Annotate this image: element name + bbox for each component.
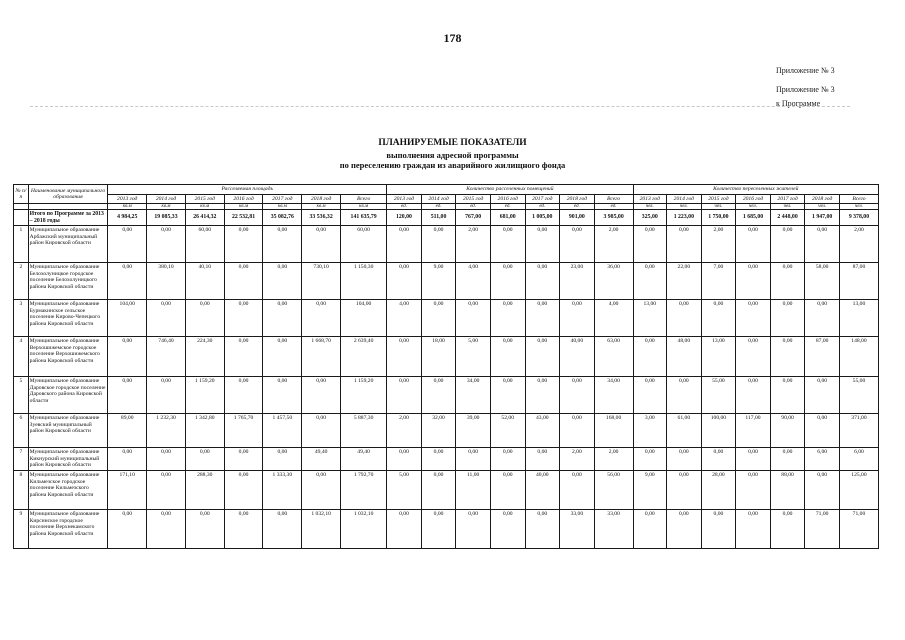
value-cell: 0,00 (147, 448, 186, 471)
row-number: 1 (14, 226, 29, 263)
value-cell: 0,00 (263, 226, 302, 263)
value-cell: 0,00 (263, 510, 302, 549)
value-cell: 4,00 (594, 300, 633, 337)
table-row (14, 414, 879, 448)
value-cell: 901,00 (560, 210, 595, 226)
value-cell: 0,00 (490, 510, 525, 549)
value-cell: 0,00 (490, 471, 525, 510)
annex-line-2: Приложение № 3 (776, 85, 835, 94)
value-cell: 0,00 (736, 300, 771, 337)
value-cell: 0,00 (736, 337, 771, 377)
value-cell: 4,00 (456, 263, 491, 300)
row-number: 7 (14, 448, 29, 471)
value-cell: 0,00 (421, 226, 456, 263)
value-cell: 28,00 (701, 471, 736, 510)
value-cell: 40,10 (185, 263, 224, 300)
year-header: 2013 год (633, 194, 667, 204)
value-cell: 0,00 (701, 300, 736, 337)
value-cell: 0,00 (147, 226, 186, 263)
value-cell: 5,00 (387, 471, 422, 510)
value-cell: 3 985,00 (594, 210, 633, 226)
value-cell: 0,00 (525, 377, 560, 414)
value-cell: 0,00 (224, 377, 263, 414)
value-cell: 22 532,81 (224, 210, 263, 226)
value-cell: 2,00 (594, 448, 633, 471)
value-cell: 117,00 (736, 414, 771, 448)
unit-cell: чел. (701, 204, 736, 210)
value-cell: 9,00 (421, 263, 456, 300)
value-cell: 0,00 (560, 226, 595, 263)
year-header: 2013 год (387, 194, 422, 204)
value-cell: 55,00 (701, 377, 736, 414)
value-cell: 0,00 (525, 448, 560, 471)
value-cell: 0,00 (456, 300, 491, 337)
value-cell: 63,00 (594, 337, 633, 377)
value-cell: 18,00 (421, 337, 456, 377)
year-header: 2017 год (770, 194, 805, 204)
value-cell: 0,00 (421, 377, 456, 414)
unit-cell: кв.м (263, 204, 302, 210)
value-cell: 0,00 (560, 300, 595, 337)
value-cell: 40,00 (560, 337, 595, 377)
year-header: 2013 год (108, 194, 147, 204)
value-cell: 23,00 (560, 263, 595, 300)
total-row (14, 210, 879, 226)
value-cell: 0,00 (633, 510, 667, 549)
value-cell: 0,00 (667, 377, 702, 414)
value-cell: 1 032,10 (341, 510, 387, 549)
value-cell: 0,00 (525, 226, 560, 263)
value-cell: 148,00 (839, 337, 878, 377)
value-cell: 0,00 (224, 471, 263, 510)
value-cell: 0,00 (667, 448, 702, 471)
value-cell: 9 378,00 (839, 210, 878, 226)
value-cell: 58,00 (805, 263, 840, 300)
value-cell: 0,00 (633, 263, 667, 300)
value-cell: 0,00 (490, 337, 525, 377)
value-cell: 0,00 (525, 337, 560, 377)
value-cell: 1 150,30 (341, 263, 387, 300)
unit-cell: ед. (421, 204, 456, 210)
value-cell: 0,00 (263, 263, 302, 300)
value-cell: 0,00 (736, 226, 771, 263)
value-cell: 0,00 (108, 510, 147, 549)
value-cell: 0,00 (525, 263, 560, 300)
year-header: 2016 год (490, 194, 525, 204)
value-cell: 125,00 (839, 471, 878, 510)
doc-title: ПЛАНИРУЕМЫЕ ПОКАЗАТЕЛИ (378, 138, 527, 148)
value-cell: 224,30 (185, 337, 224, 377)
value-cell: 48,00 (667, 337, 702, 377)
header-name: Наименование муниципального образования (28, 185, 108, 204)
value-cell: 1 032,10 (302, 510, 341, 549)
annex-line-1: Приложение № 3 (776, 66, 835, 75)
unit-cell: кв.м (185, 204, 224, 210)
value-cell: 0,00 (302, 226, 341, 263)
scan-guide-line (30, 106, 850, 107)
row-number (14, 210, 29, 226)
value-cell: 0,00 (633, 377, 667, 414)
value-cell: 0,00 (263, 300, 302, 337)
value-cell: 0,00 (490, 448, 525, 471)
value-cell: 2 639,40 (341, 337, 387, 377)
value-cell: 33,00 (560, 510, 595, 549)
value-cell: 0,00 (302, 471, 341, 510)
row-name: Муниципальное образование Зуевский муниципальный район Кировской области (28, 414, 108, 448)
value-cell: 1 342,80 (185, 414, 224, 448)
row-name: Муниципальное образование Кикнурский муниципальный район Кировской области (28, 448, 108, 471)
header-group-premises: Количество расселенных помещений (387, 185, 633, 195)
value-cell: 325,00 (633, 210, 667, 226)
value-cell: 0,00 (185, 510, 224, 549)
value-cell: 0,00 (667, 471, 702, 510)
value-cell: 5,00 (456, 337, 491, 377)
value-cell: 1 232,30 (147, 414, 186, 448)
value-cell: 171,10 (108, 471, 147, 510)
value-cell: 0,00 (224, 226, 263, 263)
unit-cell: ед. (456, 204, 491, 210)
value-cell: 0,00 (736, 471, 771, 510)
row-name: Муниципальное образование Верхошижемское городское поселение Верхошижемского района Кировской области (28, 337, 108, 377)
value-cell: 3,00 (633, 414, 667, 448)
value-cell: 89,00 (108, 414, 147, 448)
year-header: 2016 год (736, 194, 771, 204)
value-cell: 2 448,00 (770, 210, 805, 226)
value-cell: 0,00 (770, 337, 805, 377)
row-number: 4 (14, 337, 29, 377)
doc-subtitle-1: выполнения адресной программы (386, 150, 519, 160)
value-cell: 2,00 (387, 414, 422, 448)
value-cell: 0,00 (701, 510, 736, 549)
value-cell: 0,00 (770, 226, 805, 263)
unit-cell: ед. (387, 204, 422, 210)
value-cell: 1 159,20 (341, 377, 387, 414)
value-cell: 0,00 (302, 377, 341, 414)
value-cell: 0,00 (736, 448, 771, 471)
value-cell: 39,00 (456, 414, 491, 448)
value-cell: 87,00 (839, 263, 878, 300)
row-number: 9 (14, 510, 29, 549)
value-cell: 5 887,30 (341, 414, 387, 448)
value-cell: 0,00 (805, 377, 840, 414)
value-cell: 0,00 (560, 471, 595, 510)
value-cell: 1 750,00 (701, 210, 736, 226)
value-cell: 1 005,00 (525, 210, 560, 226)
value-cell: 0,00 (701, 448, 736, 471)
unit-cell: чел. (736, 204, 771, 210)
value-cell: 0,00 (147, 510, 186, 549)
value-cell: 0,00 (224, 300, 263, 337)
year-header: Всего (839, 194, 878, 204)
value-cell: 104,00 (341, 300, 387, 337)
value-cell: 6,00 (805, 448, 840, 471)
value-cell: 4 984,25 (108, 210, 147, 226)
value-cell: 40,00 (525, 471, 560, 510)
year-header: 2015 год (701, 194, 736, 204)
table-row (14, 226, 879, 263)
row-name: Муниципальное образование Кильмезское городское поселение Кильмезского района Кировской области (28, 471, 108, 510)
row-number: 8 (14, 471, 29, 510)
value-cell: 0,00 (224, 510, 263, 549)
value-cell: 49,40 (341, 448, 387, 471)
value-cell: 0,00 (185, 300, 224, 337)
value-cell: 0,00 (302, 414, 341, 448)
value-cell: 2,00 (839, 226, 878, 263)
unit-cell: ед. (525, 204, 560, 210)
value-cell: 2,00 (456, 226, 491, 263)
value-cell: 0,00 (456, 510, 491, 549)
value-cell: 104,00 (108, 300, 147, 337)
value-cell: 33 536,32 (302, 210, 341, 226)
year-header: 2014 год (147, 194, 186, 204)
table-row (14, 448, 879, 471)
header-group-area: Расселяемая площадь (108, 185, 387, 195)
doc-subtitle-2: по переселению граждан из аварийного жилищного фонда (339, 160, 566, 170)
value-cell: 0,00 (736, 263, 771, 300)
value-cell: 0,00 (108, 263, 147, 300)
table-row (14, 377, 879, 414)
row-name: Муниципальное образование Кирсинское городское поселение Верхнекамского района Кировской области (28, 510, 108, 549)
value-cell: 52,00 (490, 414, 525, 448)
value-cell: 26 414,32 (185, 210, 224, 226)
unit-cell: кв.м (302, 204, 341, 210)
value-cell: 0,00 (490, 226, 525, 263)
row-number: 5 (14, 377, 29, 414)
value-cell: 2,00 (701, 226, 736, 263)
unit-cell: чел. (839, 204, 878, 210)
value-cell: 0,00 (805, 226, 840, 263)
value-cell: 681,00 (490, 210, 525, 226)
year-header: 2014 год (667, 194, 702, 204)
value-cell: 0,00 (421, 448, 456, 471)
value-cell: 0,00 (560, 414, 595, 448)
row-name: Муниципальное образование Арбажский муниципальный район Кировской области (28, 226, 108, 263)
annex-line-3: к Программе (776, 99, 821, 108)
value-cell: 61,00 (667, 414, 702, 448)
value-cell: 0,00 (263, 337, 302, 377)
value-cell: 0,00 (147, 471, 186, 510)
row-name: Муниципальное образование Белохолуницкое городское поселение Белохолуницкого района Кировской области (28, 263, 108, 300)
year-header: 2015 год (456, 194, 491, 204)
value-cell: 0,00 (185, 448, 224, 471)
year-header: 2018 год (805, 194, 840, 204)
year-header: 2016 год (224, 194, 263, 204)
value-cell: 90,00 (770, 414, 805, 448)
value-cell: 36,00 (594, 263, 633, 300)
value-cell: 0,00 (387, 263, 422, 300)
value-cell: 1 333,30 (263, 471, 302, 510)
value-cell: 0,00 (387, 377, 422, 414)
unit-cell: чел. (770, 204, 805, 210)
value-cell: 1 792,70 (341, 471, 387, 510)
value-cell: 0,00 (805, 414, 840, 448)
page-number: 178 (443, 31, 462, 45)
value-cell: 0,00 (387, 448, 422, 471)
value-cell: 0,00 (770, 263, 805, 300)
year-header: 2017 год (525, 194, 560, 204)
table-row (14, 337, 879, 377)
value-cell: 33,00 (594, 510, 633, 549)
value-cell: 71,00 (839, 510, 878, 549)
value-cell: 1 159,20 (185, 377, 224, 414)
value-cell: 0,00 (770, 300, 805, 337)
value-cell: 34,00 (456, 377, 491, 414)
value-cell: 2,00 (560, 448, 595, 471)
value-cell: 0,00 (490, 263, 525, 300)
row-name: Муниципальное образование Даровское городское поселение Даровского района Кировской области (28, 377, 108, 414)
value-cell: 43,00 (525, 414, 560, 448)
value-cell: 49,40 (302, 448, 341, 471)
value-cell: 1 685,00 (736, 210, 771, 226)
unit-cell: кв.м (341, 204, 387, 210)
header-group-people: Количество переселенных жителей (633, 185, 878, 195)
value-cell: 0,00 (770, 448, 805, 471)
value-cell: 9,00 (633, 471, 667, 510)
value-cell: 6,00 (839, 448, 878, 471)
value-cell: 0,00 (147, 300, 186, 337)
value-cell: 0,00 (224, 263, 263, 300)
value-cell: 0,00 (633, 448, 667, 471)
value-cell: 0,00 (263, 448, 302, 471)
value-cell: 288,30 (185, 471, 224, 510)
value-cell: 0,00 (770, 510, 805, 549)
value-cell: 0,00 (736, 510, 771, 549)
row-name: Муниципальное образование Бурмакинское сельское поселение Кирово-Чепецкого района Кировской области (28, 300, 108, 337)
indicators-table (13, 184, 879, 549)
value-cell: 7,00 (701, 263, 736, 300)
value-cell: 511,00 (421, 210, 456, 226)
value-cell: 2,00 (594, 226, 633, 263)
value-cell: 71,00 (805, 510, 840, 549)
value-cell: 0,00 (805, 471, 840, 510)
header-row-years (14, 194, 879, 204)
header-row-groups (14, 185, 879, 195)
header-no: № п/п (14, 185, 29, 204)
value-cell: 0,00 (108, 337, 147, 377)
value-cell: 32,00 (421, 414, 456, 448)
value-cell: 0,00 (421, 510, 456, 549)
value-cell: 87,00 (805, 337, 840, 377)
value-cell: 1 223,00 (667, 210, 702, 226)
value-cell: 1 947,00 (805, 210, 840, 226)
value-cell: 19 085,33 (147, 210, 186, 226)
table-row (14, 510, 879, 549)
value-cell: 0,00 (525, 300, 560, 337)
value-cell: 0,00 (736, 377, 771, 414)
value-cell: 0,00 (525, 510, 560, 549)
value-cell: 0,00 (224, 337, 263, 377)
value-cell: 13,00 (839, 300, 878, 337)
value-cell: 0,00 (667, 226, 702, 263)
value-cell: 13,00 (633, 300, 667, 337)
unit-cell: чел. (805, 204, 840, 210)
value-cell: 141 635,79 (341, 210, 387, 226)
table-row (14, 300, 879, 337)
value-cell: 0,00 (108, 226, 147, 263)
year-header: Всего (594, 194, 633, 204)
value-cell: 0,00 (387, 226, 422, 263)
value-cell: 1 457,50 (263, 414, 302, 448)
value-cell: 1 668,70 (302, 337, 341, 377)
unit-cell: чел. (667, 204, 702, 210)
value-cell: 380,10 (147, 263, 186, 300)
unit-cell: ед. (594, 204, 633, 210)
value-cell: 60,00 (341, 226, 387, 263)
value-cell: 34,00 (594, 377, 633, 414)
value-cell: 730,10 (302, 263, 341, 300)
value-cell: 13,00 (701, 337, 736, 377)
value-cell: 55,00 (839, 377, 878, 414)
value-cell: 0,00 (633, 226, 667, 263)
unit-cell: кв.м (147, 204, 186, 210)
year-header: 2018 год (302, 194, 341, 204)
value-cell: 0,00 (302, 300, 341, 337)
value-cell: 746,40 (147, 337, 186, 377)
unit-cell: ед. (490, 204, 525, 210)
year-header: 2018 год (560, 194, 595, 204)
value-cell: 0,00 (667, 300, 702, 337)
value-cell: 0,00 (387, 337, 422, 377)
value-cell: 0,00 (490, 300, 525, 337)
value-cell: 371,00 (839, 414, 878, 448)
value-cell: 0,00 (421, 471, 456, 510)
value-cell: 120,00 (387, 210, 422, 226)
value-cell: 35 082,76 (263, 210, 302, 226)
unit-cell: чел. (633, 204, 667, 210)
table-row (14, 471, 879, 510)
value-cell: 1 765,70 (224, 414, 263, 448)
value-cell: 0,00 (633, 337, 667, 377)
value-cell: 0,00 (108, 448, 147, 471)
unit-cell: кв.м (224, 204, 263, 210)
value-cell: 0,00 (770, 377, 805, 414)
value-cell: 22,00 (667, 263, 702, 300)
value-cell: 0,00 (667, 510, 702, 549)
unit-cell: кв.м (108, 204, 147, 210)
unit-cell: ед. (560, 204, 595, 210)
year-header: 2014 год (421, 194, 456, 204)
value-cell: 0,00 (421, 300, 456, 337)
value-cell: 168,00 (594, 414, 633, 448)
row-number: 6 (14, 414, 29, 448)
value-cell: 0,00 (387, 510, 422, 549)
row-number: 3 (14, 300, 29, 337)
value-cell: 11,00 (456, 471, 491, 510)
value-cell: 0,00 (224, 448, 263, 471)
value-cell: 767,00 (456, 210, 491, 226)
value-cell: 0,00 (805, 300, 840, 337)
year-header: Всего (341, 194, 387, 204)
value-cell: 0,00 (456, 448, 491, 471)
row-number: 2 (14, 263, 29, 300)
year-header: 2015 год (185, 194, 224, 204)
value-cell: 0,00 (490, 377, 525, 414)
value-cell: 4,00 (387, 300, 422, 337)
value-cell: 100,00 (701, 414, 736, 448)
year-header: 2017 год (263, 194, 302, 204)
row-name: Итого по Программе за 2013 – 2018 годы (28, 210, 108, 226)
value-cell: 60,00 (185, 226, 224, 263)
value-cell: 0,00 (108, 377, 147, 414)
value-cell: 0,00 (147, 377, 186, 414)
table-row (14, 263, 879, 300)
value-cell: 88,00 (770, 471, 805, 510)
value-cell: 56,00 (594, 471, 633, 510)
value-cell: 0,00 (263, 377, 302, 414)
value-cell: 0,00 (560, 377, 595, 414)
